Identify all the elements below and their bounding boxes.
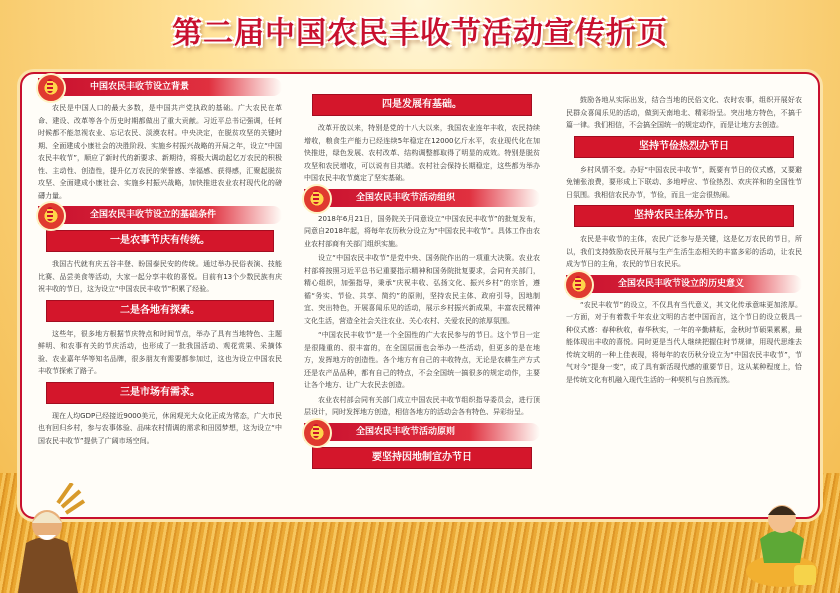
paragraph: 农业农村部会同有关部门成立中国农民丰收节组织指导委员会，进行顶层设计，同时发挥地方创造，相信各地方的活动会各有特色、异彩纷呈。 [304,395,540,416]
column-3 [566,74,802,388]
content-panel [20,72,820,519]
subhead-box: 二是各地有探索。 [46,300,274,322]
paragraph: “农民丰收节”的设立，不仅具有当代意义，其文化传承意味更加浓厚。一方面，对于有着数千年农业文明的古老中国而言，这个节日的设立极具一种仪式感：春种秋收，春华秋实，一年的辛勤耕耘，金秋时节硕果累累，最能体现出丰收的喜悦。同时更是当代人继续把握住时节规律，用现代思维去传统文明的一种上佳表现，将每年的农历秋分设立为“中国农民丰收节”，节气对今“提身一变”，成了具有新活现代感的重要节日，这从某种程度上，恰是传统文化有机融入现代生活的一种契机与自然而然。 [566,300,802,384]
section-head-label: 中国农民丰收节设立背景 [90,82,190,92]
paragraph: 改革开放以来，特别是党的十八大以来，我国农业连年丰收，农民持续增收，粮食生产能力已经连续5年稳定在12000亿斤水平，农业现代化在加快推进，绿色发展、农村改革、结构调整都取得了明显的成效。特别是脱贫攻坚和农民增收，可以说有目共睹。农村社会保持长期稳定，这些都为举办中国农民丰收节奠定了坚实基础。 [304,124,540,182]
paragraph: 农民是丰收节的主体，农民广泛参与是关键，这是亿万农民的节日，所以，我们支持鼓励农民开展与生产生活生态相关的丰富多彩的活动，让农民成为节日的主角，农民的节日农民乐。 [566,235,802,268]
section-head-basis [38,206,282,224]
paragraph: 农民是中国人口的最大多数，是中国共产党执政的基础。广大农民在革命、建设、改革等各个历史时期都做出了重大贡献。习近平总书记强调，任何时候都不能忽视农业、忘记农民、淡漠农村。中央决定，在脱贫攻坚的关键时期、全面建成小康社会的决胜阶段、实施乡村振兴战略的开局之年，设立“中国农民丰收节”，顺应了新时代的新要求、新期待，将极大调动起亿万农民的积极性、主动性、创造性，提升亿万农民的荣誉感、幸福感、获得感，汇聚起脱贫攻坚、全面建成小康社会、实施乡村振兴战略，加快推进农业农村现代化的磅礴力量。 [38,104,282,200]
paragraph: “中国农民丰收节”是一个全国性的广大农民参与的节日。这个节日一定是很隆重的、很丰富的，在全国层面也会举办一些活动，但更多的是在地方，发挥地方的创造性。各个地方有自己的丰收特点，无论是农耕生产方式还是农产品品种，都有自己的特点，不会全国统一搞很多的规定动作，主要让各个地方、让广大农民去创造。 [304,331,540,389]
subhead-box: 坚持农民主体办节日。 [574,205,794,227]
page-title: 第二届中国农民丰收节活动宣传折页 [172,16,668,51]
subhead-box: 一是农事节庆有传统。 [46,230,274,252]
paragraph: 2018年6月21日，国务院关于同意设立“中国农民丰收节”的批复发布，同意自2018年起，将每年农历秋分设立为“中国农民丰收节”。具体工作由农业农村部商有关部门组织实施。 [304,214,540,248]
wheat-emblem-icon [302,418,332,448]
section-head-background [38,78,282,96]
subhead-box: 三是市场有需求。 [46,382,274,404]
section-head-principles [304,423,540,441]
farmer-illustration [8,483,86,593]
paragraph: 我国古代就有庆五谷丰登、盼国泰民安的传统。通过举办民俗表演、技能比赛、品尝美食等活动，大家一起分享丰收的喜悦。目前有13个少数民族有庆祝丰收的节日，这为设立“中国农民丰收节”积累了经验。 [38,260,282,293]
subhead-box: 要坚持因地制宜办节日 [312,447,532,469]
paragraph: 鼓励各地从实际出发，结合当地的民俗文化、农时农事，组织开展好农民群众喜闻乐见的活动，做到天南地北、精彩纷呈。突出地方特色，不搞千篇一律。我们相信，不会搞全国统一的规定动作，而是让地方去创造。 [566,96,802,129]
wheat-emblem-icon [36,201,66,231]
wheat-emblem-icon [564,270,594,300]
section-head-label: 全国农民丰收节设立的历史意义 [618,278,745,289]
section-head-label: 全国农民丰收节活动组织 [356,192,456,203]
column-1 [38,74,282,449]
paragraph: 这些年，很多地方根据节庆特点和时间节点，举办了具有当地特色、主题鲜明、和农事有关的节庆活动，也形成了一批我国活动、观花赏果、采摘体验、农业嘉年华等知名品牌，很多朋友有需要都参加过，这也为设立中国农民丰收节探索了路子。 [38,329,282,375]
wheat-emblem-icon [36,73,66,103]
subhead-box: 坚持节俭热烈办节日 [574,136,794,158]
section-head-label: 全国农民丰收节设立的基础条件 [90,210,217,220]
paragraph: 乡村风情不变。办好“中国农民丰收节”，既要有节日的仪式感，又要避免铺张浪费，要形成上下联动、多地呼应、节俭热烈、欢庆祥和的全国性节日氛围。我相信农民办节，节俭，而且一定会很热闹。 [566,165,802,199]
section-head-label: 全国农民丰收节活动原则 [356,426,456,437]
subhead-box: 四是发展有基础。 [312,94,532,116]
wheat-emblem-icon [302,184,332,214]
paragraph: 现在人均GDP已经接近9000美元，休闲观光大众化正成为常态，广大市民也有回归乡村，参与农事体验、品味农村情调的需求和田园梦想，这为设立“中国农民丰收节”提供了广阔市场空间。 [38,411,282,445]
column-2 [304,74,540,475]
section-head-organization [304,189,540,207]
child-illustration [742,479,822,589]
section-head-significance [566,275,802,293]
paragraph: 设立“中国农民丰收节”是党中央、国务院作出的一项重大决策。农业农村部将按照习近平总书记重要指示精神和国务院批复要求，会同有关部门，精心组织，加强指导，秉承“庆祝丰收、弘扬文化、振兴乡村”的宗旨，遵循“务实、节俭、共享、简约”的原则，坚持农民主体、政府引导，因地制宜、突出特色，开展喜闻乐见的活动，展示乡村振兴新成果，丰富农民精神文化生活，营造全社会关注农业、关心农村、关爱农民的浓厚氛围。 [304,254,540,325]
